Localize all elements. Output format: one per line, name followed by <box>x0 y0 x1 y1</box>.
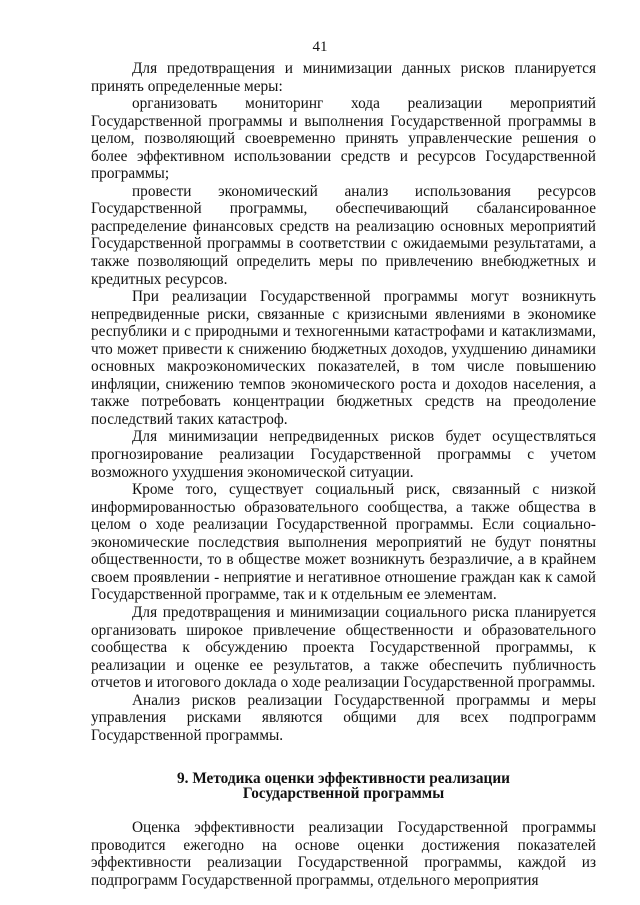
paragraph-risk-forecasting: Для минимизации непредвиденных рисков будет осуществляться прогнозирование реализации Государственной программы с учетом возможного ухудшения экономической ситуации. <box>91 428 596 481</box>
paragraph-economic-analysis-measure: провести экономический анализ использования ресурсов Государственной программы, обеспечивающий сбалансированное распределение финансовых средств на реализацию основных мероприятий Государственной программы в соответствии с ожидаемыми результатами, а также позволяющий определить меры по привлечению внебюджетных и кредитных ресурсов. <box>91 182 596 288</box>
page-number: 41 <box>312 39 328 55</box>
paragraph-evaluation-method: Оценка эффективности реализации Государственной программы проводится ежегодно на основе оценки достижения показателей эффективности реализации Государственной программы, каждой из подпрограмм Государственной программы, отдельного мероприятия <box>91 819 596 889</box>
section-heading-line1: 9. Методика оценки эффективности реализации <box>177 770 510 788</box>
paragraph-monitoring-measure: организовать мониторинг хода реализации мероприятий Государственной программы и выполнения Государственной программы в целом, позволяющий своевременно принять управленческие решения о более эффективном использовании средств и ресурсов Государственной программы; <box>91 95 596 183</box>
paragraph-social-risk: Кроме того, существует социальный риск, связанный с низкой информированностью образовательного сообщества, а также общества в целом о ходе реализации Государственной программы. Если социально-экономические последствия выполнения мероприятий не будут понятны общественности, то в обществе может возникнуть безразличие, а в крайнем своем проявлении - неприятие и негативное отношение граждан как к самой Государственной программе, так и к отдельным ее элементам. <box>91 481 596 604</box>
paragraph-social-risk-measures: Для предотвращения и минимизации социального риска планируется организовать широкое привлечение общественности и образовательного сообщества к обсуждению проекта Государственной программы, к реализации и оценке ее результатов, а также обеспечить публичность отчетов и итогового доклада о ходе реализации Государственной программы. <box>91 603 596 692</box>
page-body <box>91 60 596 890</box>
paragraph-risk-measures-intro: Для предотвращения и минимизации данных рисков планируется принять определенные меры: <box>91 60 596 95</box>
paragraph-risk-analysis-common: Анализ рисков реализации Государственной программы и меры управления рисками являются общими для всех подпрограмм Государственной программы. <box>91 691 596 744</box>
paragraph-unforeseen-risks: При реализации Государственной программы могут возникнуть непредвиденные риски, связанные с кризисными явлениями в экономике республики и с природными и техногенными катастрофами и катаклизмами, что может привести к снижению бюджетных доходов, ухудшению динамики основных макроэкономических показателей, в том числе повышению инфляции, снижению темпов экономического роста и доходов населения, а также потребовать концентрации бюджетных средств на преодоление последствий таких катастроф. <box>91 288 596 428</box>
section-heading-line2: Государственной программы <box>242 785 445 803</box>
section-heading <box>91 771 596 801</box>
